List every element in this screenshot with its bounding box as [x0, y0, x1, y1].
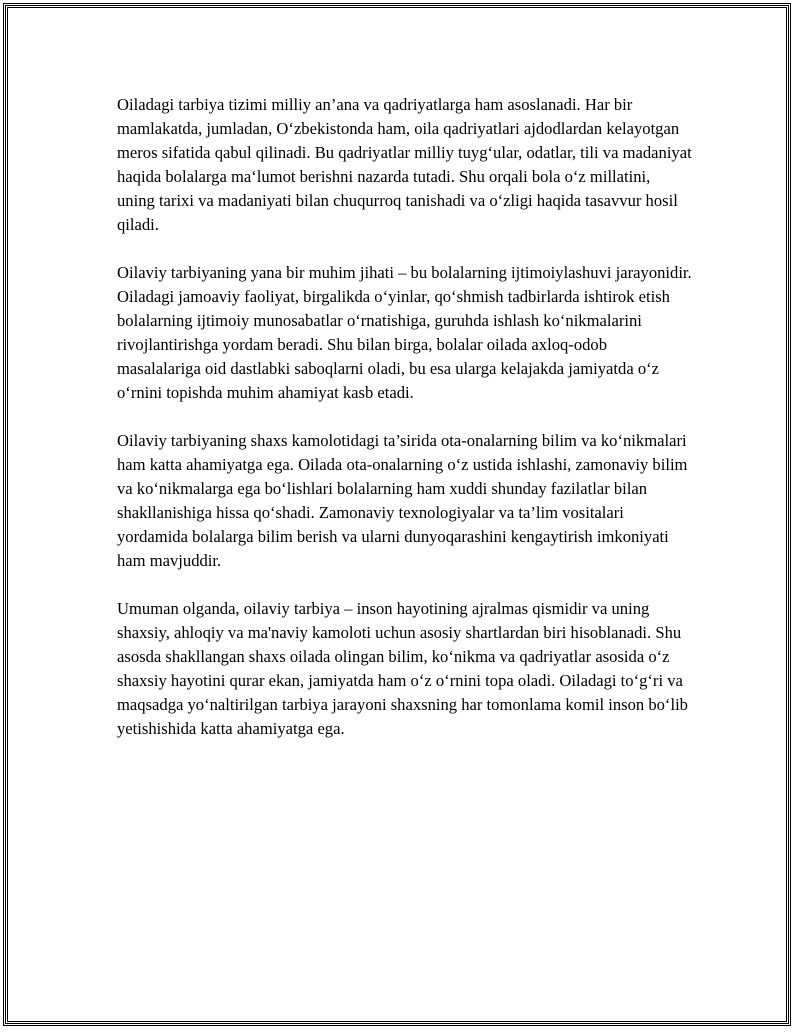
- paragraph-2: Oilaviy tarbiyaning yana bir muhim jihati – bu bolalarning ijtimoiylashuvi jarayonidir. Oiladagi jamoaviy faoliyat, birgalikda o‘yinlar, qo‘shmish tadbirlarda ishtirok etish bolalarning ijtimoiy munosabatlar o‘rnatishiga, guruhda ishlash ko‘nikmalarini rivojlantirishga yordam beradi. Shu bilan birga, bolalar oilada axloq-odob masalalariga oid dastlabki saboqlarni oladi, bu esa ularga kelajakda jamiyatda o‘z o‘rnini topishda muhim ahamiyat kasb etadi.: [117, 263, 692, 402]
- paragraph-3: Oilaviy tarbiyaning shaxs kamolotidagi ta’sirida ota-onalarning bilim va ko‘nikmalari ham katta ahamiyatga ega. Oilada ota-onalarning o‘z ustida ishlashi, zamonaviy bilim va ko‘nikmalarga ega bo‘lishlari bolalarning ham xuddi shunday fazilatlar bilan shakllanishiga hissa qo‘shadi. Zamonaviy texnologiyalar va ta’lim vositalari yordamida bolalarga bilim berish va ularni dunyoqarashini kengaytirish imkoniyati ham mavjuddir.: [117, 431, 688, 570]
- document-body: [117, 93, 692, 765]
- paragraph-4: Umuman olganda, oilaviy tarbiya – inson hayotining ajralmas qismidir va uning shaxsiy, ahloqiy va ma'naviy kamoloti uchun asosiy shartlardan biri hisoblanadi. Shu asosda shakllangan shaxs oilada olingan bilim, ko‘nikma va qadriyatlar asosida o‘z shaxsiy hayotini qurar ekan, jamiyatda ham o‘z o‘rnini topa oladi. Oiladagi to‘g‘ri va maqsadga yo‘naltirilgan tarbiya jarayoni shaxsning har tomonlama komil inson bo‘lib yetishishida katta ahamiyatga ega.: [117, 599, 688, 738]
- paragraph-1: Oiladagi tarbiya tizimi milliy an’ana va qadriyatlarga ham asoslanadi. Har bir mamlakatda, jumladan, O‘zbekistonda ham, oila qadriyatlari ajdodlardan kelayotgan meros sifatida qabul qilinadi. Bu qadriyatlar milliy tuyg‘ular, odatlar, tili va madaniyat haqida bolalarga ma‘lumot berishni nazarda tutadi. Shu orqali bola o‘z millatini, uning tarixi va madaniyati bilan chuqurroq tanishadi va o‘zligi haqida tasavvur hosil qiladi.: [117, 95, 692, 234]
